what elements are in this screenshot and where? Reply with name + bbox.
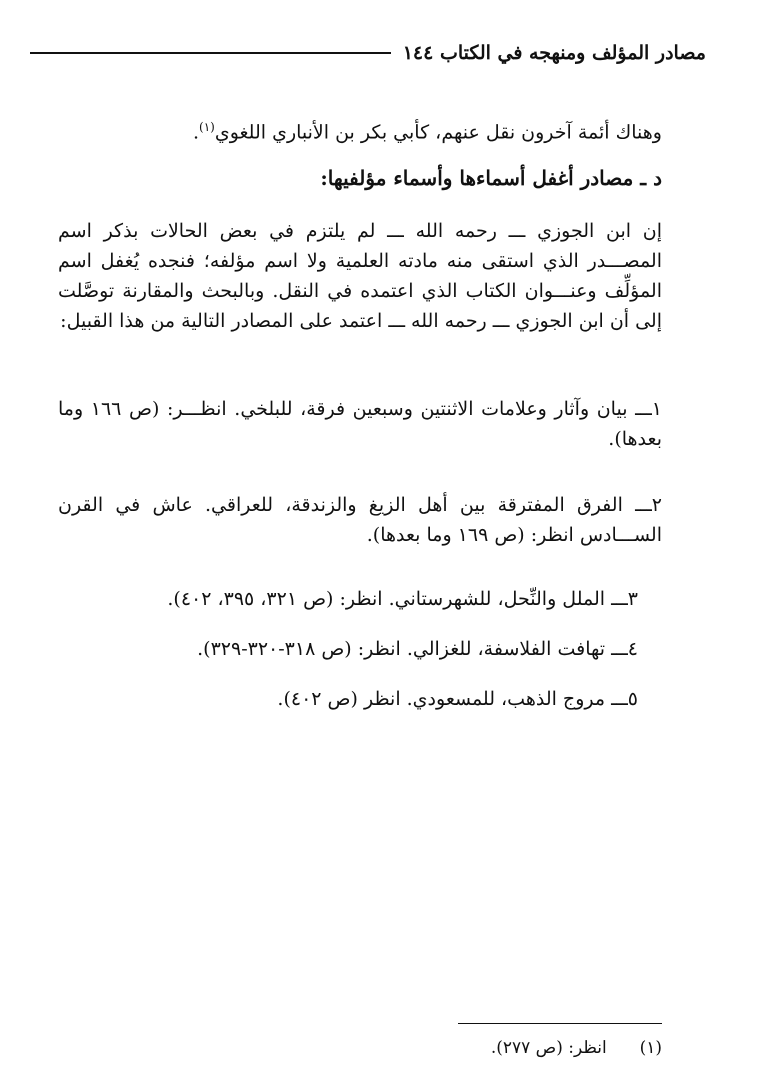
- list-item-5: ٥ـــ مروج الذهب، للمسعودي. انظر (ص ٤٠٢).: [277, 688, 638, 710]
- intro-line: [58, 112, 662, 147]
- footnote: [491, 1038, 662, 1058]
- list-item-3: ٣ـــ الملل والنِّحل، للشهرستاني. انظر: (ص ٣٢١، ٣٩٥، ٤٠٢).: [167, 588, 638, 610]
- footnote-marker: (١): [639, 1038, 662, 1058]
- intro-text: وهناك أئمة آخرون نقل عنهم، كأبي بكر بن الأنباري اللغوي: [214, 121, 662, 144]
- page-header: [30, 38, 706, 68]
- section-heading: د ـ مصادر أغفل أسماءها وأسماء مؤلفيها:: [320, 166, 662, 190]
- intro-end: .: [192, 121, 199, 144]
- list-item-1: ١ـــ بيان وآثار وعلامات الاثنتين وسبعين فرقة، للبلخي. انظـــر: (ص ١٦٦ وما بعدها).: [58, 398, 663, 450]
- footnote-text: انظر: (ص ٢٧٧).: [490, 1038, 607, 1058]
- body-paragraph: إن ابن الجوزي ـــ رحمه الله ـــ لم يلتزم في بعض الحالات بذكر اسم المصـــدر الذي استقى منه مادته العلمية ولا اسم مؤلفه؛ فنجده يُغفل اسم المؤلِّف وعنـــوان الكتاب الذي اعتمده في النقل. وبالبحث والمقارنة توصَّلت إلى أن ابن الجوزي ـــ رحمه الله ـــ اعتمد على المصادر التالية من هذا القبيل:: [58, 220, 662, 332]
- list-item-4: ٤ـــ تهافت الفلاسفة، للغزالي. انظر: (ص ٣١٨-٣٢٠-٣٢٩).: [197, 638, 638, 660]
- footnote-rule: [458, 1023, 662, 1024]
- header-rule: [30, 52, 391, 54]
- list-item-2: ٢ـــ الفرق المفترقة بين أهل الزيغ والزندقة، للعراقي. عاش في القرن الســـادس انظر: (ص ١٦٩ وما بعدها).: [58, 494, 662, 546]
- footnote-reference: (١): [199, 120, 215, 134]
- running-title: مصادر المؤلف ومنهجه في الكتاب ١٤٤: [402, 42, 706, 64]
